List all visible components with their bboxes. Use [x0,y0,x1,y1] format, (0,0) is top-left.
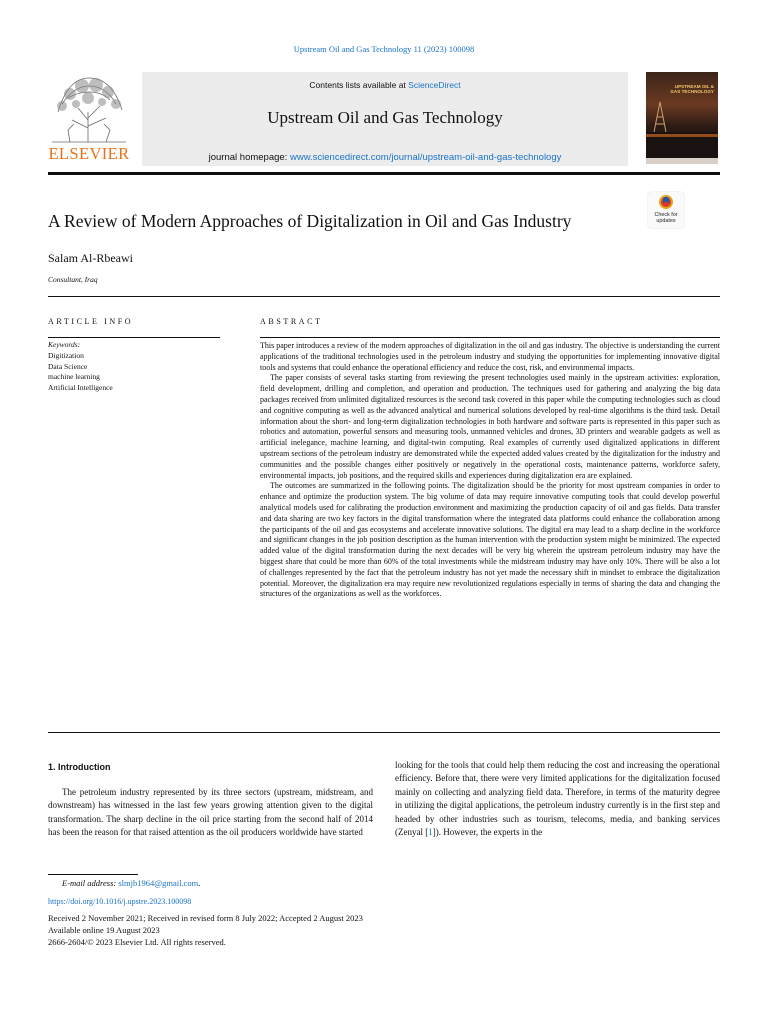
keyword-item: machine learning [48,372,100,382]
abstract-rule [260,337,720,338]
email-footnote [62,878,200,888]
author-name[interactable]: Salam Al-Rbeawi [48,251,133,265]
journal-homepage-link[interactable]: www.sciencedirect.com/journal/upstream-oil-and-gas-technology [289,152,562,163]
doi-link[interactable]: https://doi.org/10.1016/j.upstre.2023.100098 [48,897,192,906]
journal-header-box [142,72,628,166]
divider [48,732,720,733]
elsevier-logo[interactable] [48,72,130,164]
keyword-item: Data Science [48,361,88,371]
sciencedirect-link[interactable]: ScienceDirect [408,80,461,90]
elsevier-wordmark: ELSEVIER [48,144,130,163]
homepage-line [142,152,628,163]
copyright: 2666-2604/© 2023 Elsevier Ltd. All rights reserved. [48,937,226,947]
keyword-item: Artificial Intelligence [48,383,113,393]
abstract-body [260,341,720,600]
article-title: A Review of Modern Approaches of Digitalization in Oil and Gas Industry [48,211,572,231]
divider [48,296,720,297]
keyword-item: Digitization [48,350,84,360]
cover-title: UPSTREAM OIL & GAS TECHNOLOGY [670,84,714,95]
email-link[interactable]: slmjb1964@gmail.com [118,878,199,888]
keywords-label: Keywords: [48,340,81,349]
abstract-paragraph: The outcomes are summarized in the following points. The digitalization should be the priority for most upstream companies in order to enhance and optimize the production system. The big volume of data may require innovative computing tools that could develop powerful analytical models used for calibrating the production environment and maximizing the production capacity of oil and gas fields. Data transfer and data sharing are two key factors in the digital transformation where the integrated data platforms could enhance the collaboration among the participants of the oil and gas ecosystems and accelerate innovative solutions. The digital era may lead to a sharp decline in the workforce and significant changes in the job position description as the human intervention with the production system might be minimized. The expected added value of the digital transformation during the next decades will be very big wherein the upstream petroleum industry may have the biggest share that could be more than 60% of the total investments while the midstream industry may have only 10%. There will be also a lot of challenges represented by the fact that the petroleum industry has not yet made the necessary shift in mindset to embrace the digitalization potential. Moreover, the digitalization era may require new revolutionized regulations especially in terms of sharing the data and changing the structures of the organizations as well as the workforces. [260,481,720,599]
intro-right-text: ]). However, the experts in the [432,827,543,838]
introduction-text-left: The petroleum industry represented by its three sectors (upstream, midstream, and downstream) has witnessed in the last few years growing attention given to the digital transformation. The sharp decline in the oil price starting from the second half of 2014 has been the reason for that raised attention as the oil producers worldwide have started [48,787,373,838]
footnote-rule [48,874,138,875]
check-for-updates-button[interactable] [648,192,684,228]
abstract-heading: ABSTRACT [260,317,323,326]
email-suffix: . [198,878,201,888]
check-for-updates-label: Check for updates [654,212,678,224]
available-online: Available online 19 August 2023 [48,925,160,935]
abstract-paragraph: The paper consists of several tasks starting from reviewing the present technologies used mainly in the upstream activities: exploration, field development, drilling and completion, and operation and production. The techniques used for gathering and analyzing the big data packages received from unlimited digitalized resources is the second task covered in this paper while the computing technologies such as cloud and cognitive computing as well as the advanced analytical and numerical solutions developed by real-time algorithms is the third task. Detail information about the short- and long-term digitalization technologies in both hardware and software parts is represented in this paper such as robotics and automation, powerful sensors and measuring tools, unmanned vehicles and drones, 3D printers and wearable gadgets as well as artificial inelegance, machine learning, and digital-twin computing. Real examples of currently used digitalized applications in different upstream sections of the petroleum industry are demonstrated while the expected added values created by the digitalization for the industry and communities and the possible changes either positively or negatively in the operational costs, maintenance patterns, workforce safety, environmental impacts, job positions, and the required skills and experiences during digitalization era are explained. [260,373,720,480]
reference-link[interactable]: 1 [428,827,433,838]
header-rule [48,172,720,175]
homepage-prefix: journal homepage: [208,152,290,163]
elsevier-tree-icon [48,72,130,146]
contents-prefix: Contents lists available at [309,80,409,90]
keywords-block [48,340,238,394]
received-dates: Received 2 November 2021; Received in revised form 8 July 2022; Accepted 2 August 2023 [48,913,363,923]
contents-line [142,80,628,90]
intro-right-text: looking for the tools that could help them reducing the cost and increasing the operational efficiency. Before that, there were very limited applications for the digitalization focused mainly on collecting and analyzing field data. Therefore, in terms of the maturity degree in utilizing the digital applications, the petroleum industry currently is in the first step and headed by other industries such as tourism, telecoms, media, and banking services (Zenyal [ [395,760,720,838]
article-info-heading: ARTICLE INFO [48,317,134,326]
email-label: E-mail address: [62,878,117,888]
journal-citation[interactable]: Upstream Oil and Gas Technology 11 (2023) 100098 [293,44,475,54]
author-affiliation: Consultant, Iraq [48,275,98,284]
abstract-paragraph: This paper introduces a review of the modern approaches of digitalization in the oil and gas industry. The objective is understanding the current applications of the traditional technologies used in the petroleum industry and studying the opportunities for implementing innovative digital tools and systems that could enhance the operational efficiency and reduce the cost, risk, and environmental impacts. [260,341,720,372]
introduction-text-right [395,759,720,839]
article-info-rule [48,337,220,338]
journal-cover-image[interactable] [646,72,718,164]
journal-title: Upstream Oil and Gas Technology [267,108,503,127]
check-for-updates-icon [658,194,674,210]
publication-dates [48,912,363,948]
introduction-heading: 1. Introduction [48,762,111,772]
